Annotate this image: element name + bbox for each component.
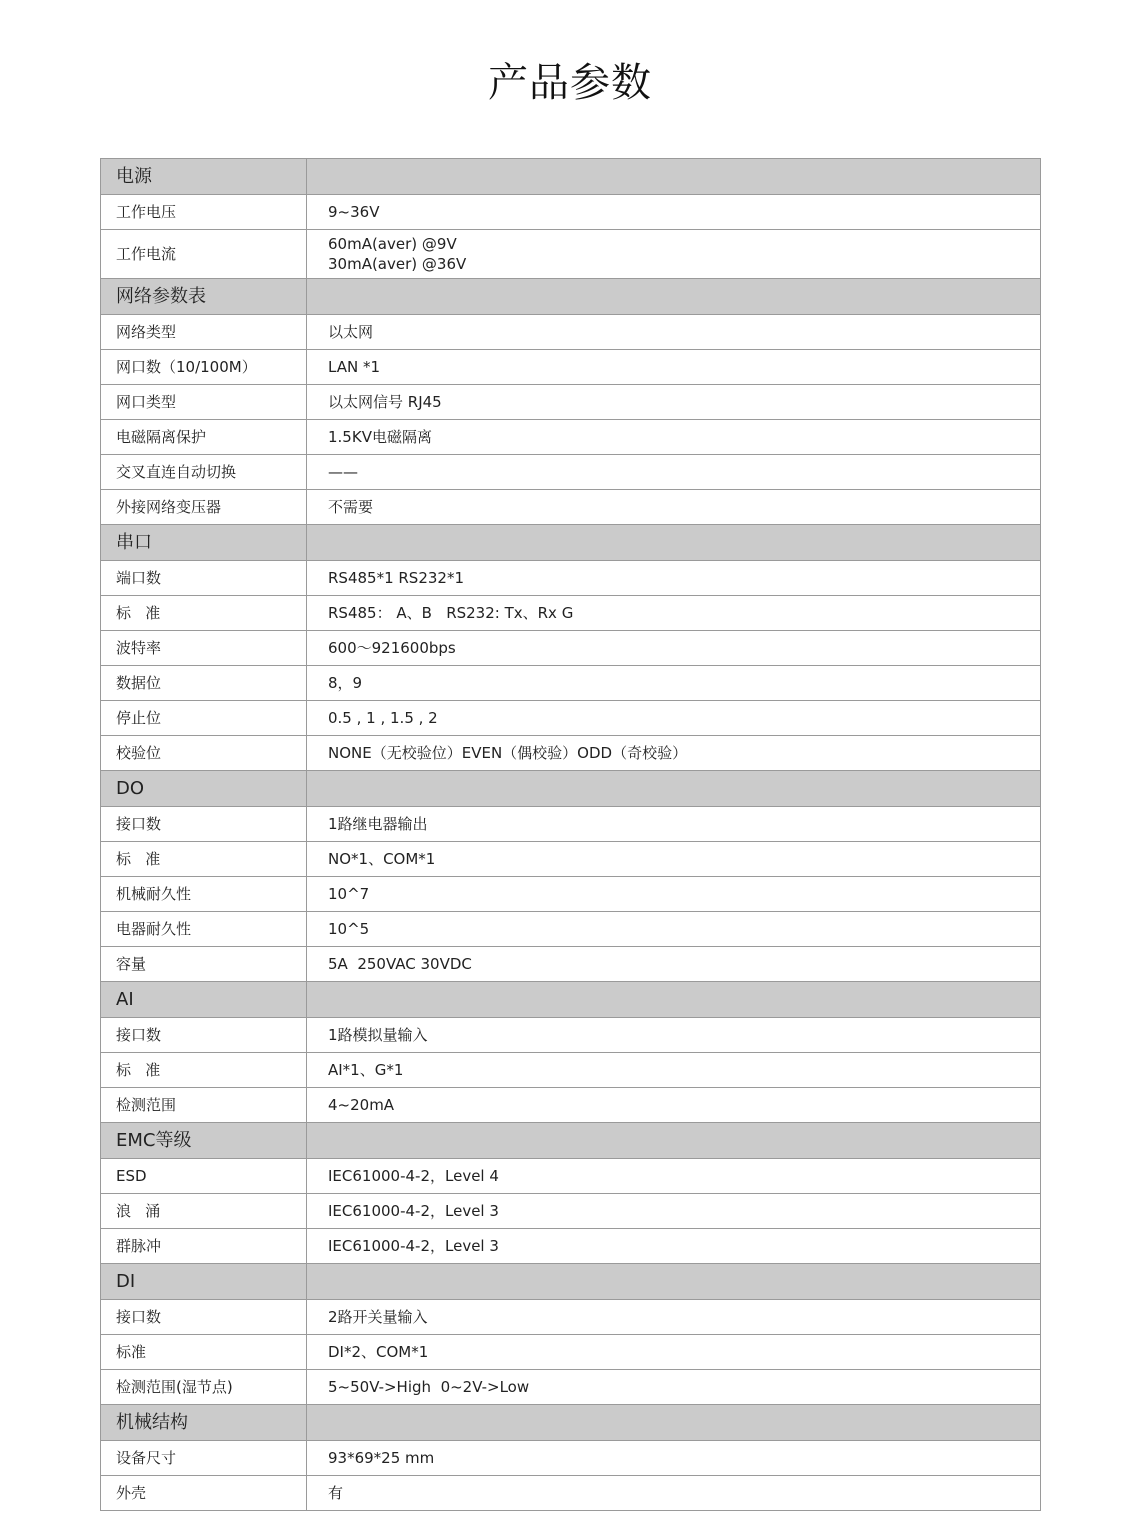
param-value [307,631,1041,666]
section-blank-cell [307,525,1041,561]
param-value-line: —— [328,463,358,481]
param-label: 电器耐久性 [101,912,307,947]
param-value [307,947,1041,982]
param-value-line: 600～921600bps [328,639,456,657]
param-value [307,1018,1041,1053]
table-row [101,385,1041,420]
param-label: 接口数 [101,1018,307,1053]
param-value-line: 30mA(aver) @36V [328,255,467,273]
param-label: 停止位 [101,701,307,736]
param-value-line: NONE（无校验位）EVEN（偶校验）ODD（奇校验） [328,744,688,762]
param-value [307,1441,1041,1476]
table-row [101,1018,1041,1053]
section-title: AI [101,982,307,1018]
param-label: 标 准 [101,842,307,877]
param-label: 群脉冲 [101,1229,307,1264]
param-value-line: 10^7 [328,885,370,903]
section-header-emc [101,1123,1041,1159]
param-value [307,666,1041,701]
table-row [101,315,1041,350]
param-value [307,736,1041,771]
param-label: 网口数（10/100M） [101,350,307,385]
param-value-line: LAN *1 [328,358,380,376]
table-row [101,1088,1041,1123]
section-title: EMC等级 [101,1123,307,1159]
param-value [307,842,1041,877]
table-row [101,1159,1041,1194]
table-row [101,1229,1041,1264]
table-row [101,666,1041,701]
param-label: 容量 [101,947,307,982]
table-row [101,1441,1041,1476]
table-row [101,1370,1041,1405]
table-row [101,701,1041,736]
param-value-line: 5~50V->High 0~2V->Low [328,1378,530,1396]
param-value [307,807,1041,842]
table-row [101,490,1041,525]
section-header-1 [101,279,1041,315]
param-label: 浪 涌 [101,1194,307,1229]
param-value-line: RS485： A、B RS232: Tx、Rx G [328,604,574,622]
table-row [101,350,1041,385]
table-row [101,1335,1041,1370]
table-row [101,736,1041,771]
param-value-line: 10^5 [328,920,370,938]
param-label: 工作电压 [101,195,307,230]
spec-table [100,158,1041,1511]
section-title: 串口 [101,525,307,561]
param-value [307,596,1041,631]
table-row [101,947,1041,982]
param-value-line: 以太网信号 RJ45 [328,393,442,411]
table-row [101,561,1041,596]
param-value [307,350,1041,385]
param-label: 检测范围(湿节点) [101,1370,307,1405]
section-header-do [101,771,1041,807]
section-blank-cell [307,1264,1041,1300]
table-row [101,596,1041,631]
section-blank-cell [307,1123,1041,1159]
section-blank-cell [307,982,1041,1018]
param-value-line: 93*69*25 mm [328,1449,435,1467]
param-label: 检测范围 [101,1088,307,1123]
param-value-line: IEC61000-4-2，Level 4 [328,1167,499,1185]
param-value-line: 有 [328,1484,344,1502]
table-row [101,807,1041,842]
spec-table-body [101,159,1041,1511]
param-label: 校验位 [101,736,307,771]
param-value-line: 1.5KV电磁隔离 [328,428,432,446]
param-label: 外接网络变压器 [101,490,307,525]
section-title: DO [101,771,307,807]
param-value [307,490,1041,525]
param-value [307,1300,1041,1335]
section-blank-cell [307,159,1041,195]
param-label: 工作电流 [101,230,307,279]
param-label: 波特率 [101,631,307,666]
param-value-line: IEC61000-4-2，Level 3 [328,1202,499,1220]
param-value [307,1370,1041,1405]
param-label: 接口数 [101,1300,307,1335]
table-row [101,230,1041,279]
table-row [101,842,1041,877]
param-value [307,455,1041,490]
param-value [307,1476,1041,1511]
param-value [307,1159,1041,1194]
table-row [101,455,1041,490]
param-value [307,1088,1041,1123]
param-value [307,877,1041,912]
param-label: 接口数 [101,807,307,842]
param-label: 数据位 [101,666,307,701]
param-label: 标准 [101,1335,307,1370]
table-row [101,1053,1041,1088]
param-value [307,1053,1041,1088]
param-label: 网络类型 [101,315,307,350]
section-header-ai [101,982,1041,1018]
param-value [307,1229,1041,1264]
param-value [307,315,1041,350]
param-label: 外壳 [101,1476,307,1511]
param-value-line: RS485*1 RS232*1 [328,569,465,587]
section-blank-cell [307,771,1041,807]
param-value-line: AI*1、G*1 [328,1061,404,1079]
param-label: 端口数 [101,561,307,596]
param-label: ESD [101,1159,307,1194]
param-label: 网口类型 [101,385,307,420]
table-row [101,1300,1041,1335]
param-label: 电磁隔离保护 [101,420,307,455]
param-value-line: DI*2、COM*1 [328,1343,429,1361]
param-value [307,912,1041,947]
param-value-line: 不需要 [328,498,374,516]
param-value [307,1335,1041,1370]
param-value [307,1194,1041,1229]
param-value-line: IEC61000-4-2，Level 3 [328,1237,499,1255]
param-value-line: 4~20mA [328,1096,395,1114]
table-row [101,1476,1041,1511]
param-value [307,385,1041,420]
param-label: 标 准 [101,596,307,631]
section-title: DI [101,1264,307,1300]
section-header-7 [101,1405,1041,1441]
param-value-line: 1路继电器输出 [328,815,428,833]
table-row [101,631,1041,666]
section-header-di [101,1264,1041,1300]
param-value-line: 5A 250VAC 30VDC [328,955,472,973]
param-value-line: 2路开关量输入 [328,1308,428,1326]
param-label: 机械耐久性 [101,877,307,912]
param-value-line: 9~36V [328,203,380,221]
table-row [101,420,1041,455]
param-value-line: 以太网 [328,323,374,341]
param-value-line: 1路模拟量输入 [328,1026,428,1044]
param-label: 交叉直连自动切换 [101,455,307,490]
param-value [307,420,1041,455]
section-blank-cell [307,279,1041,315]
section-title: 机械结构 [101,1405,307,1441]
param-value-line: 60mA(aver) @9V [328,235,457,253]
param-label: 设备尺寸 [101,1441,307,1476]
section-title: 网络参数表 [101,279,307,315]
table-row [101,1194,1041,1229]
section-header-2 [101,525,1041,561]
section-title: 电源 [101,159,307,195]
param-value-line: 8，9 [328,674,363,692]
param-value-line: NO*1、COM*1 [328,850,436,868]
param-value [307,561,1041,596]
table-row [101,877,1041,912]
page-title: 产品参数 [488,60,652,106]
param-value [307,195,1041,230]
param-value [307,701,1041,736]
table-row [101,912,1041,947]
param-value [307,230,1041,279]
section-header-0 [101,159,1041,195]
param-label: 标 准 [101,1053,307,1088]
param-value-line: 0.5 , 1 , 1.5 , 2 [328,709,438,727]
table-row [101,195,1041,230]
section-blank-cell [307,1405,1041,1441]
